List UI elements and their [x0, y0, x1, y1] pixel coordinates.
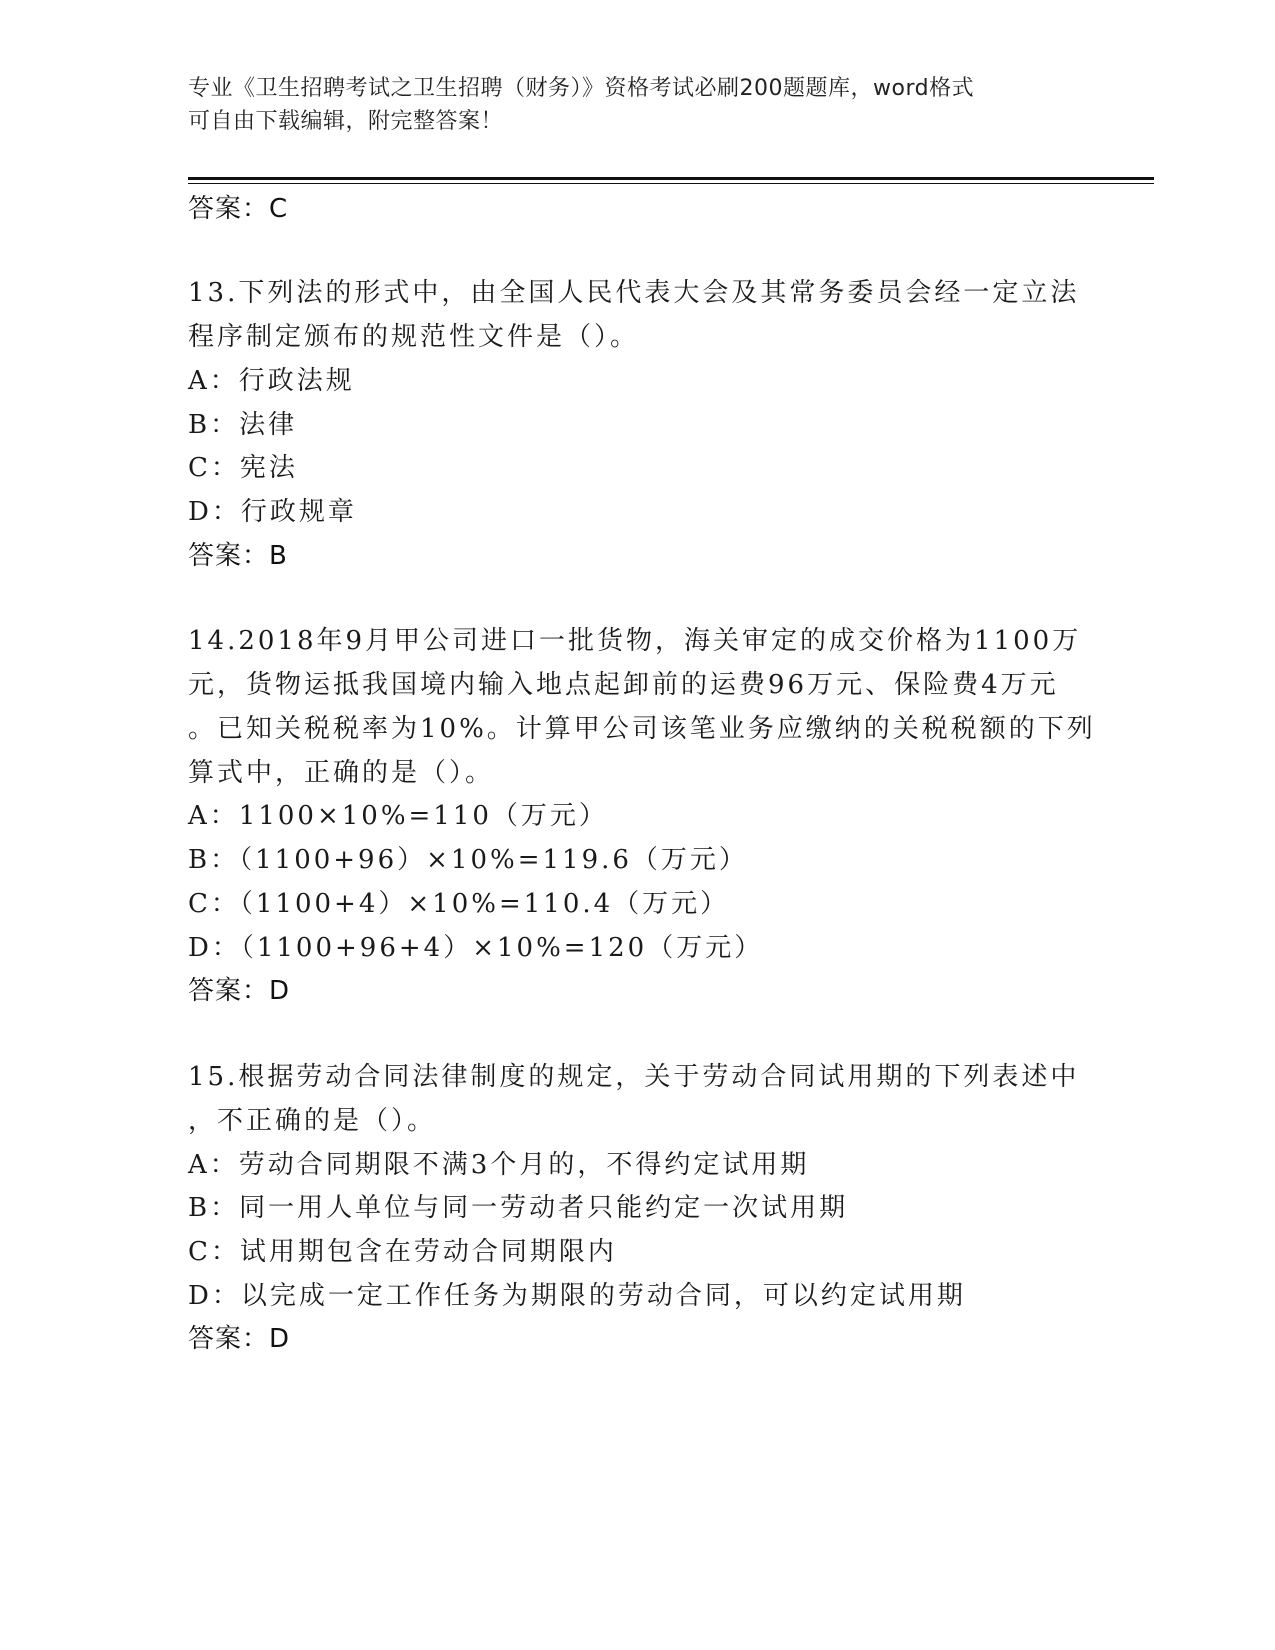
question-stem-line: 。已知关税税率为10%。计算甲公司该笔业务应缴纳的关税税额的下列 [188, 714, 1096, 744]
option-b: B：同一用人单位与同一劳动者只能约定一次试用期 [188, 1193, 849, 1223]
question-stem-line: 元，货物运抵我国境内输入地点起卸前的运费96万元、保险费4万元 [188, 670, 1059, 700]
option-a: A：劳动合同期限不满3个月的，不得约定试用期 [188, 1150, 810, 1180]
header-divider-thin [188, 183, 1154, 184]
previous-answer: 答案：C [188, 194, 289, 224]
question-stem-line: 13.下列法的形式中，由全国人民代表大会及其常务委员会经一定立法 [188, 278, 1080, 308]
option-b: B：法律 [188, 410, 298, 440]
option-a: A：1100×10%=110（万元） [188, 801, 608, 831]
answer-label: 答案：D [188, 1324, 291, 1354]
question-stem-line: 算式中，正确的是（）。 [188, 758, 495, 788]
option-c: C：宪法 [188, 453, 298, 483]
answer-label: 答案：B [188, 541, 288, 571]
question-stem-line: 程序制定颁布的规范性文件是（）。 [188, 322, 640, 352]
header-divider-thick [188, 177, 1154, 180]
option-d: D：行政规章 [188, 497, 357, 527]
option-c: C：试用期包含在劳动合同期限内 [188, 1237, 617, 1267]
option-b: B：（1100+96）×10%=119.6（万元） [188, 845, 748, 875]
option-c: C：（1100+4）×10%=110.4（万元） [188, 889, 730, 919]
header-line-2: 可自由下载编辑，附完整答案！ [188, 109, 504, 134]
document-header [188, 72, 1088, 138]
question-stem-line: ，不正确的是（）。 [188, 1106, 437, 1136]
answer-label: 答案：D [188, 976, 291, 1006]
question-stem-line: 15.根据劳动合同法律制度的规定，关于劳动合同试用期的下列表述中 [188, 1062, 1080, 1092]
option-d: D：以完成一定工作任务为期限的劳动合同，可以约定试用期 [188, 1281, 966, 1311]
question-stem-line: 14.2018年9月甲公司进口一批货物，海关审定的成交价格为1100万 [188, 626, 1082, 656]
header-line-1: 专业《卫生招聘考试之卫生招聘（财务）》资格考试必刷200题题库，word格式 [188, 76, 975, 101]
option-d: D：（1100+96+4）×10%=120（万元） [188, 933, 764, 963]
option-a: A：行政法规 [188, 366, 355, 396]
